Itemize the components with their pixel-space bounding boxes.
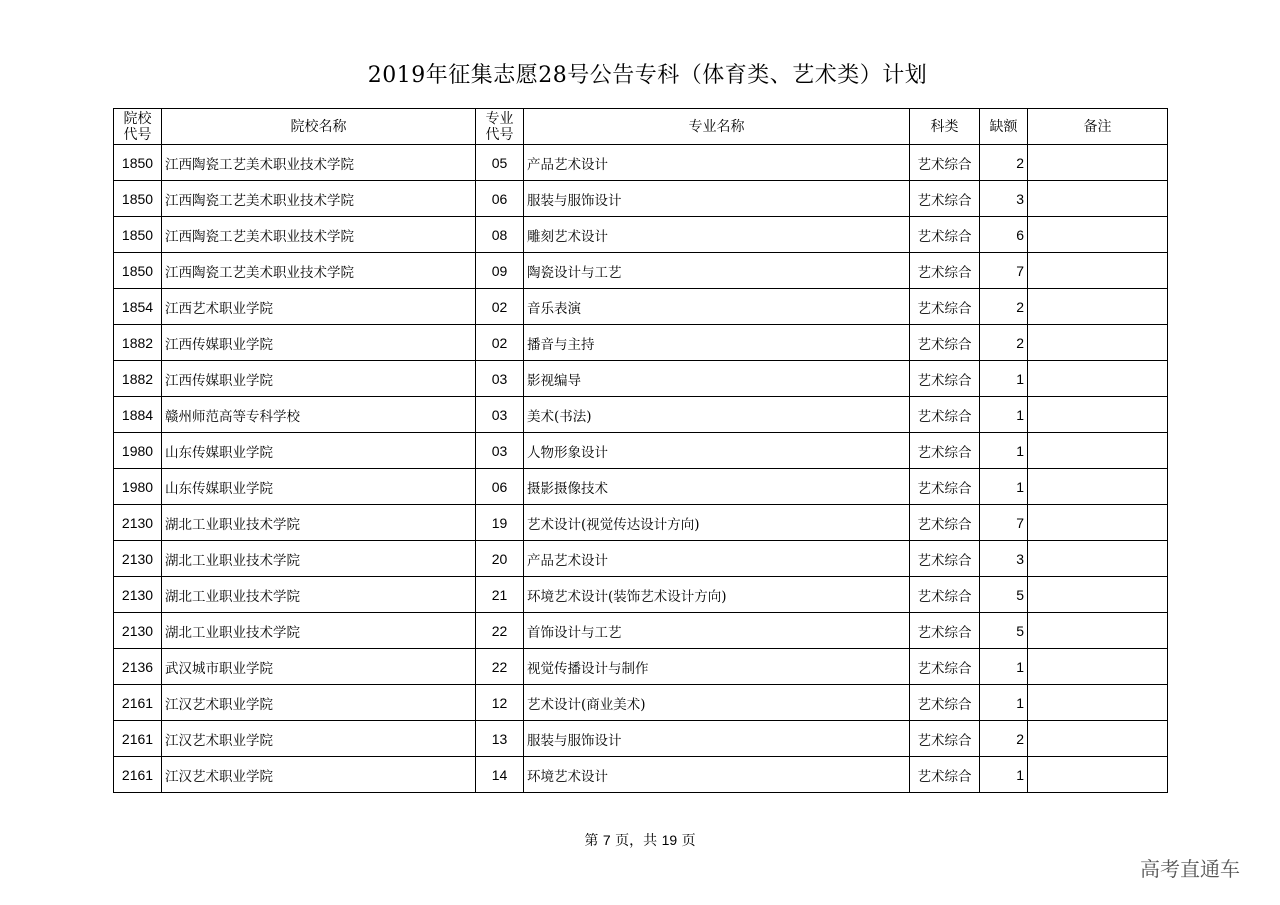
quota-cell: 5 [980,577,1028,613]
header-school-name: 院校名称 [162,109,476,145]
table-row [114,541,1168,577]
quota-cell: 7 [980,253,1028,289]
note-cell [1028,577,1168,613]
table-row [114,145,1168,181]
header-major-code: 专业 代号 [476,109,524,145]
header-major-name: 专业名称 [524,109,910,145]
school-name-cell: 湖北工业职业技术学院 [162,577,476,613]
table-row [114,721,1168,757]
major-code-cell: 02 [476,325,524,361]
major-code-cell: 22 [476,613,524,649]
school-name-cell: 武汉城市职业学院 [162,649,476,685]
note-cell [1028,469,1168,505]
school-code-cell: 1850 [114,145,162,181]
quota-cell: 2 [980,721,1028,757]
major-code-cell: 22 [476,649,524,685]
table-row [114,613,1168,649]
page-footer [0,830,1280,850]
table-row [114,505,1168,541]
quota-cell: 1 [980,469,1028,505]
major-name-cell: 产品艺术设计 [524,541,910,577]
major-code-cell: 19 [476,505,524,541]
major-name-cell: 服装与服饰设计 [524,721,910,757]
quota-cell: 1 [980,649,1028,685]
school-name-cell: 江汉艺术职业学院 [162,757,476,793]
major-name-cell: 服装与服饰设计 [524,181,910,217]
school-code-cell: 1884 [114,397,162,433]
note-cell [1028,361,1168,397]
major-name-cell: 音乐表演 [524,289,910,325]
school-name-cell: 江西陶瓷工艺美术职业技术学院 [162,217,476,253]
note-cell [1028,181,1168,217]
note-cell [1028,541,1168,577]
table-row [114,253,1168,289]
school-code-cell: 1980 [114,433,162,469]
school-name-cell: 江西艺术职业学院 [162,289,476,325]
category-cell: 艺术综合 [910,685,980,721]
school-name-cell: 江西传媒职业学院 [162,361,476,397]
total-page-count: 19 [661,832,678,848]
school-code-cell: 2161 [114,757,162,793]
major-name-cell: 摄影摄像技术 [524,469,910,505]
note-cell [1028,289,1168,325]
note-cell [1028,757,1168,793]
major-code-cell: 03 [476,433,524,469]
school-name-cell: 江西陶瓷工艺美术职业技术学院 [162,253,476,289]
school-code-cell: 1882 [114,325,162,361]
current-page-number: 7 [602,832,611,848]
major-name-cell: 雕刻艺术设计 [524,217,910,253]
school-name-cell: 湖北工业职业技术学院 [162,505,476,541]
table-row [114,469,1168,505]
major-name-cell: 人物形象设计 [524,433,910,469]
category-cell: 艺术综合 [910,145,980,181]
table-row [114,217,1168,253]
footer-prefix: 第 [584,833,599,849]
table-row [114,181,1168,217]
note-cell [1028,649,1168,685]
school-name-cell: 湖北工业职业技术学院 [162,541,476,577]
plan-table [113,108,1168,793]
quota-cell: 6 [980,217,1028,253]
school-code-cell: 2130 [114,505,162,541]
school-code-cell: 1854 [114,289,162,325]
note-cell [1028,325,1168,361]
quota-cell: 1 [980,397,1028,433]
category-cell: 艺术综合 [910,181,980,217]
quota-cell: 3 [980,181,1028,217]
quota-cell: 7 [980,505,1028,541]
note-cell [1028,685,1168,721]
school-name-cell: 赣州师范高等专科学校 [162,397,476,433]
note-cell [1028,397,1168,433]
major-code-cell: 05 [476,145,524,181]
major-name-cell: 产品艺术设计 [524,145,910,181]
school-code-cell: 2136 [114,649,162,685]
school-code-cell: 1980 [114,469,162,505]
major-code-cell: 02 [476,289,524,325]
table-row [114,757,1168,793]
school-name-cell: 江西陶瓷工艺美术职业技术学院 [162,181,476,217]
school-code-cell: 2161 [114,721,162,757]
category-cell: 艺术综合 [910,253,980,289]
table-row [114,685,1168,721]
page-title: 2019年征集志愿28号公告专科（体育类、艺术类）计划 [367,63,928,88]
major-name-cell: 环境艺术设计 [524,757,910,793]
school-code-cell: 2130 [114,577,162,613]
header-note: 备注 [1028,109,1168,145]
note-cell [1028,145,1168,181]
footer-middle: 页，共 [615,833,658,849]
category-cell: 艺术综合 [910,721,980,757]
note-cell [1028,433,1168,469]
quota-cell: 1 [980,685,1028,721]
school-code-cell: 2130 [114,541,162,577]
note-cell [1028,613,1168,649]
school-code-cell: 2130 [114,613,162,649]
major-name-cell: 首饰设计与工艺 [524,613,910,649]
major-code-cell: 06 [476,181,524,217]
major-name-cell: 影视编导 [524,361,910,397]
school-name-cell: 江汉艺术职业学院 [162,685,476,721]
category-cell: 艺术综合 [910,505,980,541]
watermark-text: 高考直通车 [1140,857,1240,881]
major-code-cell: 03 [476,397,524,433]
major-name-cell: 美术(书法) [524,397,910,433]
quota-cell: 1 [980,361,1028,397]
table-row [114,649,1168,685]
footer-suffix: 页 [681,833,696,849]
note-cell [1028,721,1168,757]
major-code-cell: 08 [476,217,524,253]
major-name-cell: 陶瓷设计与工艺 [524,253,910,289]
category-cell: 艺术综合 [910,361,980,397]
school-name-cell: 江汉艺术职业学院 [162,721,476,757]
category-cell: 艺术综合 [910,649,980,685]
major-code-cell: 09 [476,253,524,289]
quota-cell: 2 [980,289,1028,325]
school-name-cell: 山东传媒职业学院 [162,469,476,505]
school-code-cell: 1850 [114,181,162,217]
quota-cell: 3 [980,541,1028,577]
major-name-cell: 艺术设计(商业美术) [524,685,910,721]
major-code-cell: 03 [476,361,524,397]
school-code-cell: 1850 [114,217,162,253]
category-cell: 艺术综合 [910,469,980,505]
note-cell [1028,505,1168,541]
school-code-cell: 2161 [114,685,162,721]
school-name-cell: 江西陶瓷工艺美术职业技术学院 [162,145,476,181]
major-code-cell: 14 [476,757,524,793]
major-name-cell: 视觉传播设计与制作 [524,649,910,685]
quota-cell: 1 [980,433,1028,469]
table-header-row [114,109,1168,145]
major-code-cell: 21 [476,577,524,613]
major-name-cell: 艺术设计(视觉传达设计方向) [524,505,910,541]
quota-cell: 2 [980,325,1028,361]
school-name-cell: 江西传媒职业学院 [162,325,476,361]
quota-cell: 1 [980,757,1028,793]
table-row [114,289,1168,325]
quota-cell: 2 [980,145,1028,181]
major-code-cell: 12 [476,685,524,721]
category-cell: 艺术综合 [910,289,980,325]
header-category: 科类 [910,109,980,145]
category-cell: 艺术综合 [910,613,980,649]
table-row [114,361,1168,397]
header-quota: 缺额 [980,109,1028,145]
major-name-cell: 播音与主持 [524,325,910,361]
category-cell: 艺术综合 [910,217,980,253]
category-cell: 艺术综合 [910,577,980,613]
category-cell: 艺术综合 [910,433,980,469]
category-cell: 艺术综合 [910,541,980,577]
category-cell: 艺术综合 [910,397,980,433]
major-code-cell: 06 [476,469,524,505]
school-name-cell: 山东传媒职业学院 [162,433,476,469]
table-row [114,433,1168,469]
header-school-code: 院校 代号 [114,109,162,145]
table-row [114,325,1168,361]
table-row [114,397,1168,433]
table-row [114,577,1168,613]
category-cell: 艺术综合 [910,325,980,361]
note-cell [1028,253,1168,289]
note-cell [1028,217,1168,253]
quota-cell: 5 [980,613,1028,649]
category-cell: 艺术综合 [910,757,980,793]
major-code-cell: 13 [476,721,524,757]
school-name-cell: 湖北工业职业技术学院 [162,613,476,649]
school-code-cell: 1882 [114,361,162,397]
school-code-cell: 1850 [114,253,162,289]
major-name-cell: 环境艺术设计(装饰艺术设计方向) [524,577,910,613]
major-code-cell: 20 [476,541,524,577]
